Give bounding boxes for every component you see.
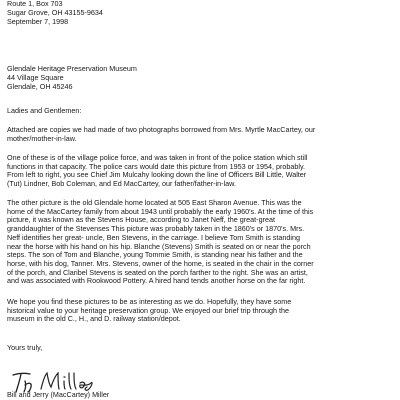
- signer-name: Bill and Jerry (MacCartey) Miller: [7, 390, 110, 399]
- paragraph-line: Attached are copies we had made of two photographs borrowed from Mrs. Myrtle MacCartey, our: [7, 125, 316, 134]
- paragraph-line: picture, it was known as the Stevens House, according to Janet Neff, the great-great: [7, 215, 275, 225]
- salutation: Ladies and Gentlemen:: [7, 106, 82, 115]
- paragraph-stevens-house: [7, 199, 393, 286]
- paragraph-line: granddaughter of the Stevenses This picture was probably taken in the 1860's or 1870's. Mrs.: [7, 224, 305, 234]
- paragraph-line: of the porch, and Claribel Stevens is seated on the porch farther to the right. She was an artist,: [7, 267, 308, 277]
- paragraph-line: and was associated with Rookwood Pottery. A hired hand tends another horse on the far right.: [7, 276, 306, 286]
- paragraph-line: The other picture is the old Glendale home located at 505 East Sharon Avenue. This was the: [7, 198, 302, 207]
- closing: Yours truly,: [7, 343, 43, 352]
- letter-date: September 7, 1998: [7, 17, 69, 26]
- recipient-street: 44 Village Square: [7, 73, 64, 82]
- paragraph-line: Neff identifies her great- uncle, Ben Stevens, in the carriage. I believe Tom Smith is standing: [7, 232, 300, 242]
- paragraph-line: horse, with his dog, Tanner. Mrs. Stevens, owner of the home, is seated in the chair in the corner: [7, 258, 314, 268]
- paragraph-line: mother/mother-in-law.: [7, 133, 77, 143]
- paragraph-line: We hope you find these pictures to be as interesting as we do. Hopefully, they have some: [7, 297, 292, 306]
- paragraph-line: steps. The son of Tom and Blanche, young Tommie Smith, is standing near his father and the: [7, 250, 303, 260]
- paragraph-line: functions in that capacity. The police cars would date this picture from 1953 or 1954, probably.: [7, 161, 306, 171]
- paragraph-line: home of the MacCartey family from about 1943 until probably the early 1960's. At the time of this: [7, 206, 314, 216]
- paragraph-closing-remarks: [7, 298, 393, 324]
- sender-address-line1: Route 1, Box 703: [7, 0, 63, 8]
- paragraph-police-photo: [7, 154, 393, 189]
- paragraph-line: museum in the old C., H., and D. railway station/depot.: [7, 314, 181, 324]
- paragraph-line: historical value to your heritage preservation group. We enjoyed our brief trip through the: [7, 305, 289, 315]
- paragraph-line: From left to right, you see Chief Jim Mulcahy looking down the line of Officers Bill Little, Walter: [7, 170, 307, 180]
- paragraph-line: One of these is of the village police force, and was taken in front of the police station which still: [7, 153, 308, 162]
- sender-city-state-zip: Sugar Grove, OH 43155-9634: [7, 8, 103, 17]
- paragraph-line: near the horse with his hand on his hip. Blanche (Stevens) Smith is seated on or near the porch: [7, 241, 311, 251]
- paragraph-line: (Tut) Lindner, Bob Coleman, and Ed MacCartey, our father/father-in-law.: [7, 179, 236, 189]
- recipient-city-state-zip: Glendale, OH 45246: [7, 82, 73, 91]
- paragraph-attached-copies: [7, 126, 393, 143]
- recipient-name: Glendale Heritage Preservation Museum: [7, 64, 137, 73]
